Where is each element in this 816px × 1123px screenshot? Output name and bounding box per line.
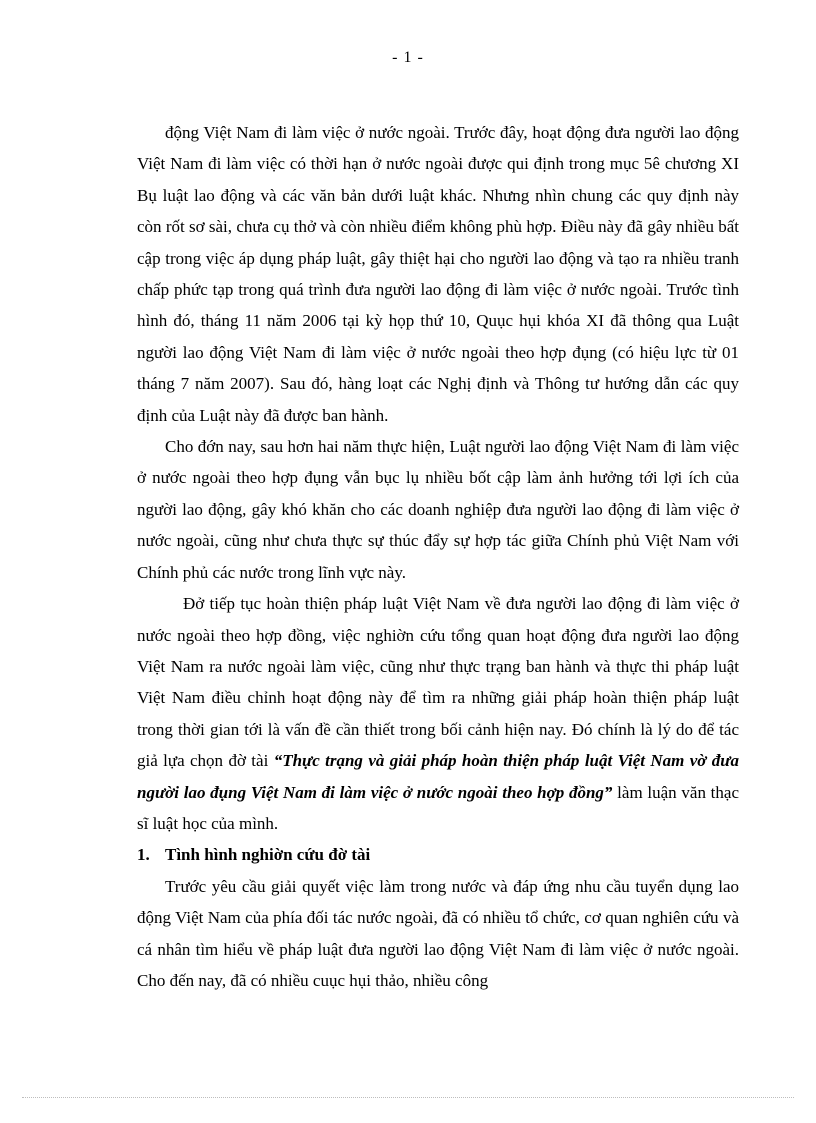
section-title: Tình hình nghiờn cứu đờ tài	[165, 845, 371, 865]
paragraph-thesis-rationale	[137, 588, 739, 839]
paragraph-continuation: động Việt Nam đi làm việc ở nước ngoài. Trước đây, hoạt động đưa người lao động Việt Nam đi làm việc có thời hạn ở nước ngoài được qui định trong mục 5ê chương XI Bụ luật lao động và các văn bản dưới luật khác. Nhưng nhìn chung các quy định này còn rốt sơ sài, chưa cụ thở và còn nhiều điểm không phù hợp. Điều này đã gây nhiều bất cập trong việc áp dụng pháp luật, gây thiệt hại cho người lao động và tạo ra nhiều tranh chấp phức tạp trong quá trình đưa người lao động đi làm việc ở nước ngoài. Trước tình hình đó, tháng 11 năm 2006 tại kỳ họp thứ 10, Quục hụi khóa XI đã thông qua Luật người lao động Việt Nam đi làm việc ở nước ngoài theo hợp đụng (có hiệu lực từ 01 tháng 7 năm 2007). Sau đó, hàng loạt các Nghị định và Thông tư hướng dẫn các quy định của Luật này đã được ban hành.	[137, 123, 739, 425]
page-number: - 1 -	[392, 49, 424, 66]
rationale-text-end: làm luận văn thạc sĩ luật học của mình.	[137, 782, 739, 833]
paragraph-research-situation: Trước yêu cầu giải quyết việc làm trong nước và đáp ứng nhu cầu tuyển dụng lao động Việt Nam của phía đối tác nước ngoài, đã có nhiều tổ chức, cơ quan nghiên cứu và cá nhân tìm hiểu về pháp luật đưa người lao động Việt Nam đi làm việc ở nước ngoài. Cho đến nay, đã có nhiều cuục hụi thảo, nhiều công	[137, 876, 739, 990]
section-heading	[137, 839, 739, 870]
section-number: 1.	[137, 845, 150, 865]
paragraph-current-issues: Cho đớn nay, sau hơn hai năm thực hiện, Luật người lao động Việt Nam đi làm việc ở nước ngoài theo hợp đụng vẫn bục lụ nhiều bốt cập làm ảnh hưởng tới lợi ích của người lao động, gây khó khăn cho các doanh nghiệp đưa người lao động đi làm việc ở nước ngoài, cũng như chưa thực sự thúc đẩy sự hợp tác giữa Chính phủ Việt Nam với Chính phủ các nước trong lĩnh vực này.	[137, 437, 739, 582]
thesis-title: “Thực trạng và giải pháp hoàn thiện pháp luật Việt Nam vờ đưa người lao đụng Việt Nam đi làm việc ở nước ngoài theo hợp đồng”	[137, 751, 739, 802]
document-body	[137, 117, 739, 996]
page-bottom-divider	[22, 1097, 794, 1098]
rationale-text: Đở tiếp tục hoàn thiện pháp luật Việt Nam về đưa người lao động đi làm việc ở nước ngoài theo hợp đồng, việc nghiờn cứu tổng quan hoạt động đưa người lao động Việt Nam ra nước ngoài làm việc, cũng như thực trạng ban hành và thực thi pháp luật Việt Nam điều chỉnh hoạt động này để tìm ra những giải pháp hoàn thiện pháp luật trong thời gian tới là vấn đề cần thiết trong bối cảnh hiện nay. Đó chính là lý do để tác giả lựa chọn đờ tài	[137, 594, 739, 771]
